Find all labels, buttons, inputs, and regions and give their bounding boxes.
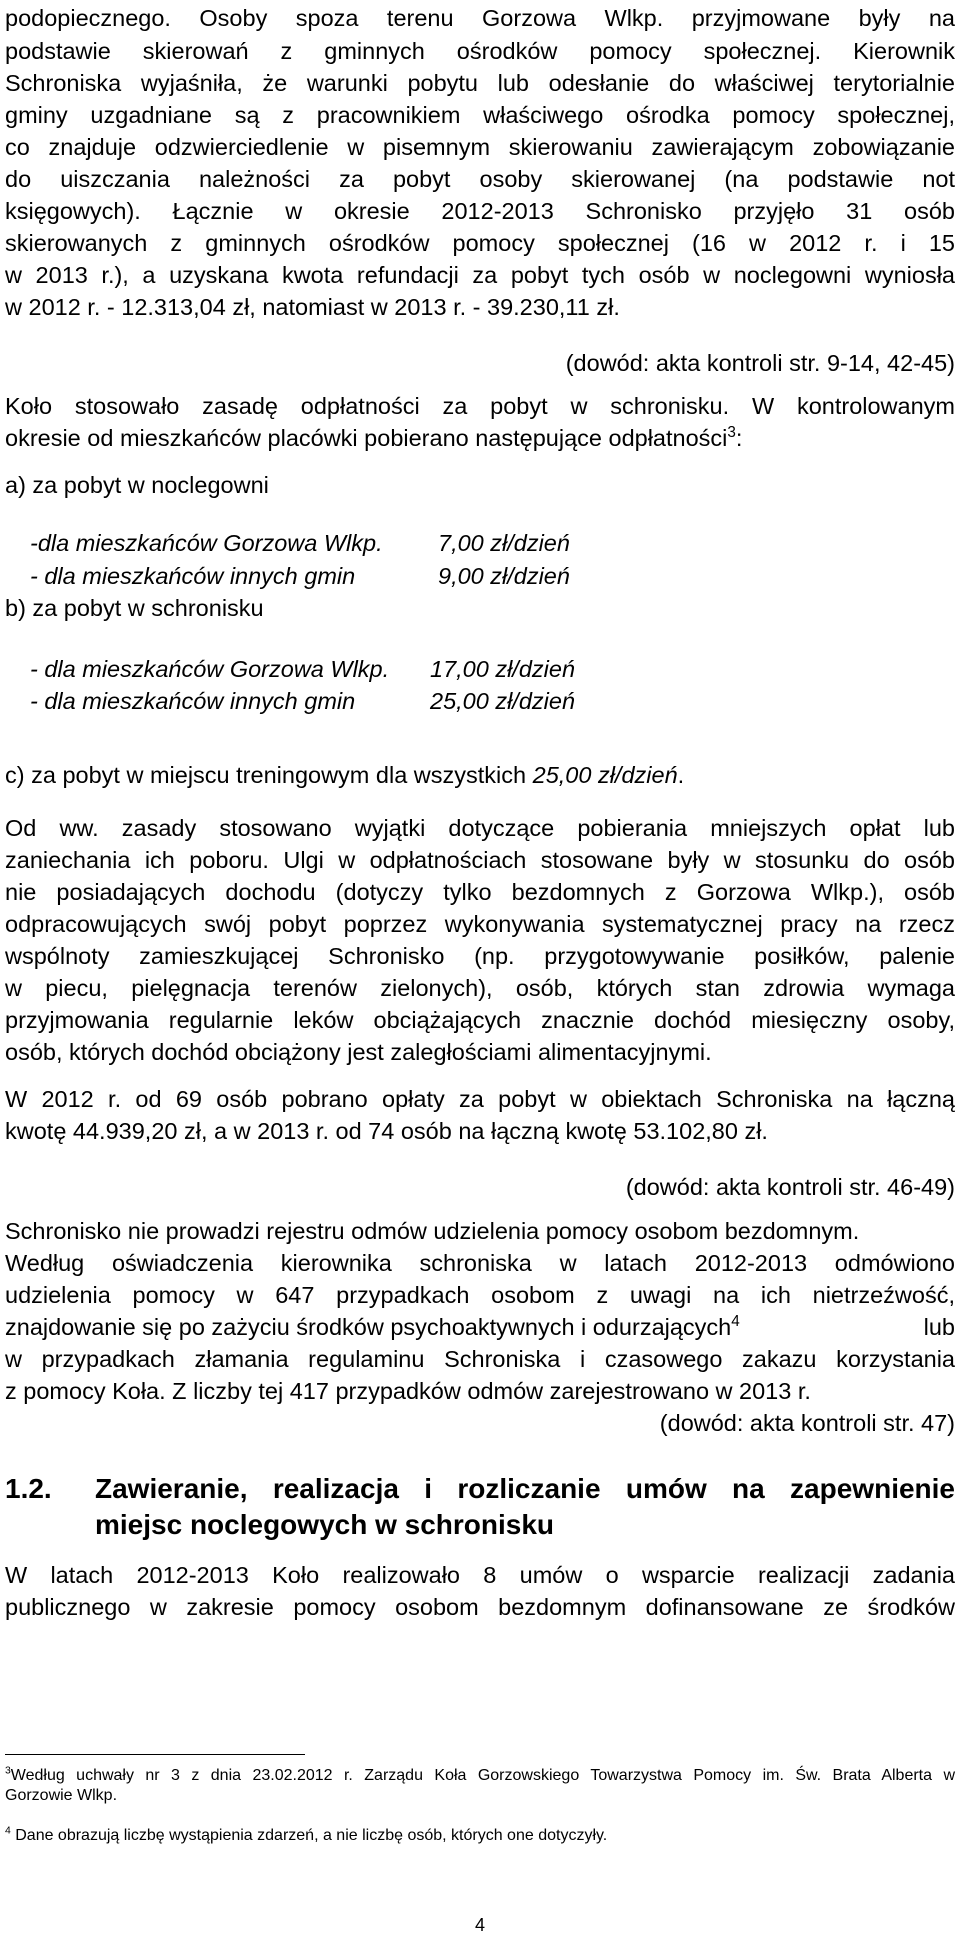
text-line: Schronisko nie prowadzi rejestru odmów udzielenia pomocy osobom bezdomnym.: [5, 1218, 860, 1244]
text-line: [5, 1312, 955, 1342]
section-number: 1.2.: [5, 1473, 52, 1504]
fee-value: 25,00 zł/dzień: [532, 762, 678, 788]
fee-section-b: b) za pobyt w schronisku: [5, 595, 264, 621]
fee-value: 7,00 zł/dzień: [438, 530, 570, 556]
fee-value: 25,00 zł/dzień: [430, 688, 576, 714]
text-line: W 2012 r. od 69 osób pobrano opłaty za pobyt w obiektach Schroniska na łączną: [5, 1086, 955, 1112]
text-line: z pomocy Koła. Z liczby tej 417 przypadków odmów zarejestrowano w 2013 r.: [5, 1378, 811, 1404]
section-heading: miejsc noclegowych w schronisku: [95, 1509, 555, 1540]
text-line: do uiszczania należności za pobyt osoby skierowanej (na podstawie not: [5, 166, 955, 192]
text-line: gminy uzgadniane są z pracownikiem właściwego ośrodka pomocy społecznej,: [5, 102, 955, 128]
text-line: udzielenia pomocy w 647 przypadkach osobom z uwagi na ich nietrzeźwość,: [5, 1282, 955, 1308]
text-span: lub: [923, 1314, 955, 1340]
page-number: 4: [474, 1915, 485, 1935]
text-line: Schroniska wyjaśniła, że warunki pobytu lub odesłanie do właściwej terytorialnie: [5, 70, 955, 96]
fee-section-a: a) za pobyt w noclegowni: [5, 472, 269, 498]
text-line: skierowanych z gminnych ośrodków pomocy społecznej (16 w 2012 r. i 15: [5, 230, 955, 256]
fee-section-c: [5, 760, 955, 790]
footnote-ref: 4: [731, 1313, 740, 1331]
fee-label: -dla mieszkańców Gorzowa Wlkp.: [30, 530, 383, 556]
section-heading: Zawieranie, realizacja i rozliczanie umów na zapewnienie: [95, 1473, 955, 1504]
fee-label: - dla mieszkańców innych gmin: [30, 563, 356, 589]
evidence-note: (dowód: akta kontroli str. 47): [659, 1410, 955, 1436]
footnote-separator: [5, 1754, 305, 1755]
text-line: kwotę 44.939,20 zł, a w 2013 r. od 74 osób na łączną kwotę 53.102,80 zł.: [5, 1118, 768, 1144]
text-line: publicznego w zakresie pomocy osobom bezdomnym dofinansowane ze środków: [5, 1594, 955, 1620]
text-line: zaniechania ich poboru. Ulgi w odpłatnościach stosowane były w stosunku do osób: [5, 847, 955, 873]
footnote-line: [5, 1766, 955, 1786]
text-line: podstawie skierowań z gminnych ośrodków pomocy społecznej. Kierownik: [5, 38, 955, 64]
text-span: .: [677, 762, 685, 788]
text-line: w 2012 r. - 12.313,04 zł, natomiast w 2013 r. - 39.230,11 zł.: [5, 294, 620, 320]
footnote: [5, 1766, 955, 1806]
text-line: W latach 2012-2013 Koło realizowało 8 umów o wsparcie realizacji zadania: [5, 1562, 955, 1588]
fee-label: - dla mieszkańców Gorzowa Wlkp.: [30, 656, 390, 682]
fee-label: - dla mieszkańców innych gmin: [30, 688, 356, 714]
text-span: :: [735, 425, 743, 451]
text-span: Według uchwały nr 3 z dnia 23.02.2012 r. Zarządu Koła Gorzowskiego Towarzystwa Pomocy im. Św. Brata Alberta w: [10, 1767, 955, 1784]
text-line: w 2013 r.), a uzyskana kwota refundacji za pobyt tych osób w noclegowni wyniosła: [5, 262, 955, 288]
text-line: nie posiadających dochodu (dotyczy tylko bezdomnych z Gorzowa Wlkp.), osób: [5, 879, 955, 905]
fee-value: 9,00 zł/dzień: [438, 563, 570, 589]
text-line: osób, których dochód obciążony jest zaległościami alimentacyjnymi.: [5, 1039, 712, 1065]
text-line: odpracowujących swój pobyt poprzez wykonywania systematycznej pracy na rzecz: [5, 911, 955, 937]
fee-value: 17,00 zł/dzień: [430, 656, 576, 682]
text-line: [5, 423, 955, 453]
text-line: w piecu, pielęgnacja terenów zielonych), osób, których stan zdrowia wymaga: [5, 975, 955, 1001]
text-line: wspólnoty zamieszkującej Schronisko (np. przygotowywanie posiłków, palenie: [5, 943, 955, 969]
evidence-note: (dowód: akta kontroli str. 46-49): [625, 1174, 955, 1200]
footnote-mark: 4: [5, 1825, 11, 1837]
text-line: Od ww. zasady stosowano wyjątki dotyczące pobierania mniejszych opłat lub: [5, 815, 955, 841]
text-line: co znajduje odzwierciedlenie w pisemnym skierowaniu zawierającym zobowiązanie: [5, 134, 955, 160]
text-span: c) za pobyt w miejscu treningowym dla wszystkich: [5, 762, 533, 788]
text-line: podopiecznego. Osoby spoza terenu Gorzowa Wlkp. przyjmowane były na: [5, 5, 955, 31]
text-span: okresie od mieszkańców placówki pobierano następujące odpłatności: [5, 425, 728, 451]
footnote-mark: 3: [5, 1765, 11, 1777]
text-line: księgowych). Łącznie w okresie 2012-2013 Schronisko przyjęło 31 osób: [5, 198, 955, 224]
text-line: przyjmowania regularnie leków obciążających znacznie dochód miesięczny osoby,: [5, 1007, 955, 1033]
footnote-line: Gorzowie Wlkp.: [5, 1787, 118, 1804]
text-span: Dane obrazują liczbę wystąpienia zdarzeń, a nie liczbę osób, których one dotyczyły.: [15, 1827, 608, 1844]
evidence-note: (dowód: akta kontroli str. 9-14, 42-45): [565, 350, 955, 376]
text-span: znajdowanie się po zażyciu środków psychoaktywnych i odurzających: [5, 1314, 732, 1340]
footnote-ref: 3: [727, 424, 736, 442]
text-line: w przypadkach złamania regulaminu Schroniska i czasowego zakazu korzystania: [5, 1346, 955, 1372]
text-line: Koło stosowało zasadę odpłatności za pobyt w schronisku. W kontrolowanym: [5, 393, 955, 419]
text-line: Według oświadczenia kierownika schroniska w latach 2012-2013 odmówiono: [5, 1250, 955, 1276]
text-span: [5, 1312, 740, 1342]
footnote: [5, 1826, 955, 1846]
